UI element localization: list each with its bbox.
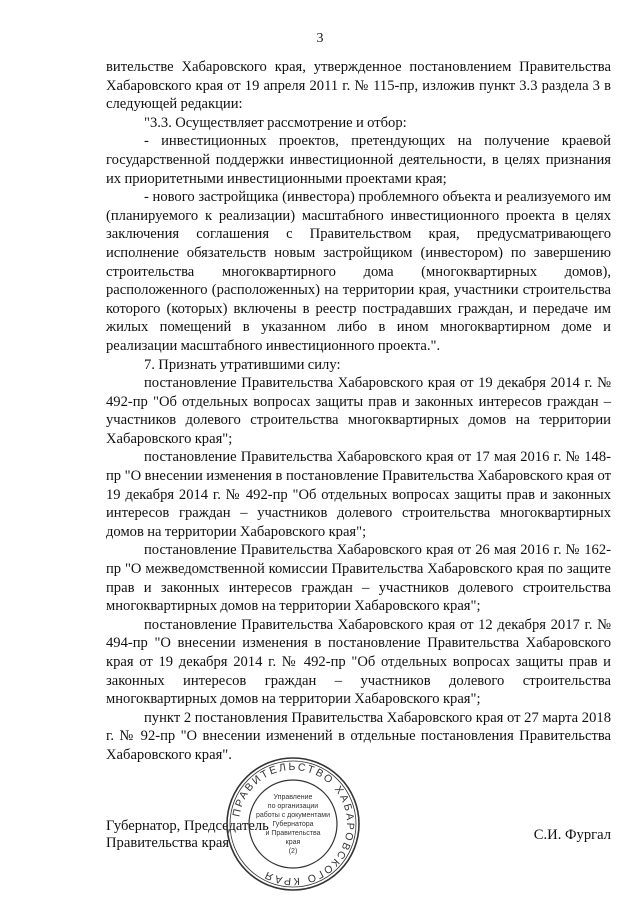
page-number: 3 (316, 31, 324, 46)
paragraph-repealed-492: постановление Правительства Хабаровского края от 19 декабря 2014 г. № 492-пр "Об отдельных вопросах защиты прав и законных интересов граждан – участников долевого строительства многоквартирных домов на территории Хабаровского края"; (106, 375, 611, 447)
paragraph-repealed-92: пункт 2 постановления Правительства Хабаровского края от 27 марта 2018 г. № 92-пр "О внесении изменений в отдельные постановления Правительства Хабаровского края". (106, 709, 611, 763)
svg-text:ПРАВИТЕЛЬСТВО ХАБАРОВСКОГО КРА: ПРАВИТЕЛЬСТВО ХАБАРОВСКОГО КРАЯ (230, 760, 357, 888)
paragraph-continuation: вительстве Хабаровского края, утвержденное постановлением Правительства Хабаровского края от 19 апреля 2011 г. № 115-пр, изложив пункт 3.3 раздела 3 в следующей редакции: (106, 59, 611, 113)
svg-text:по организации: по организации (267, 803, 319, 810)
document-body (106, 58, 611, 765)
svg-text:работы с документами: работы с документами (255, 812, 331, 819)
svg-text:Губернатора: Губернатора (272, 821, 314, 828)
svg-text:Управление: Управление (273, 794, 313, 801)
svg-text:края: края (285, 839, 301, 846)
official-seal-stamp (224, 755, 362, 893)
paragraph-item-7: 7. Признать утратившими силу: (144, 356, 341, 373)
paragraph-repealed-148: постановление Правительства Хабаровского края от 17 мая 2016 г. № 148-пр "О внесении изменения в постановление Правительства Хабаровского края от 19 декабря 2014 г. № 492-пр "Об отдельных вопросах защиты прав и законных интересов граждан – участников долевого строительства многоквартирных домов на территории Хабаровского края"; (106, 449, 611, 540)
paragraph-investment-projects: - инвестиционных проектов, претендующих на получение краевой государственной поддержки инвестиционной деятельности, в целях признания их приоритетными инвестиционными проектами края; (106, 133, 611, 187)
signatory-name: С.И. Фургал (533, 827, 611, 843)
paragraph-repealed-494: постановление Правительства Хабаровского края от 12 декабря 2017 г. № 494-пр "О внесении изменения в постановление Правительства Хабаровского края от 19 декабря 2014 г. № 492-пр "Об отдельных вопросах защиты прав и законных интересов граждан – участников долевого строительства многоквартирных домов на территории Хабаровского края"; (106, 616, 611, 708)
paragraph-new-developer: - нового застройщика (инвестора) проблемного объекта и реализуемого им (планируемого к реализации) масштабного инвестиционного проекта в целях заключения соглашения с Правительством края, предусматривающего исполнение обязательств новым застройщиком (инвестором) по завершению строительства многоквартирного дома (многоквартирных домов), расположенного (расположенных) на территории края, участники строительства которого (которых) включены в реестр пострадавших граждан, и передаче им жилых помещений в указанном либо в ином многоквартирном доме и реализации масштабного инвестиционного проекта.". (106, 189, 611, 354)
signatory-position-line-2: Правительства края (106, 835, 230, 851)
paragraph-repealed-162: постановление Правительства Хабаровского края от 26 мая 2016 г. № 162-пр "О межведомственной комиссии Правительства Хабаровского края по защите прав и законных интересов граждан – участников долевого строительства многоквартирных домов на территории Хабаровского края"; (106, 542, 611, 615)
paragraph-clause-3-3: "3.3. Осуществляет рассмотрение и отбор: (144, 114, 407, 131)
svg-text:(2): (2) (288, 848, 298, 855)
signatory-position-line-1: Губернатор, Председатель (106, 818, 269, 834)
svg-text:и Правительства: и Правительства (265, 830, 321, 837)
